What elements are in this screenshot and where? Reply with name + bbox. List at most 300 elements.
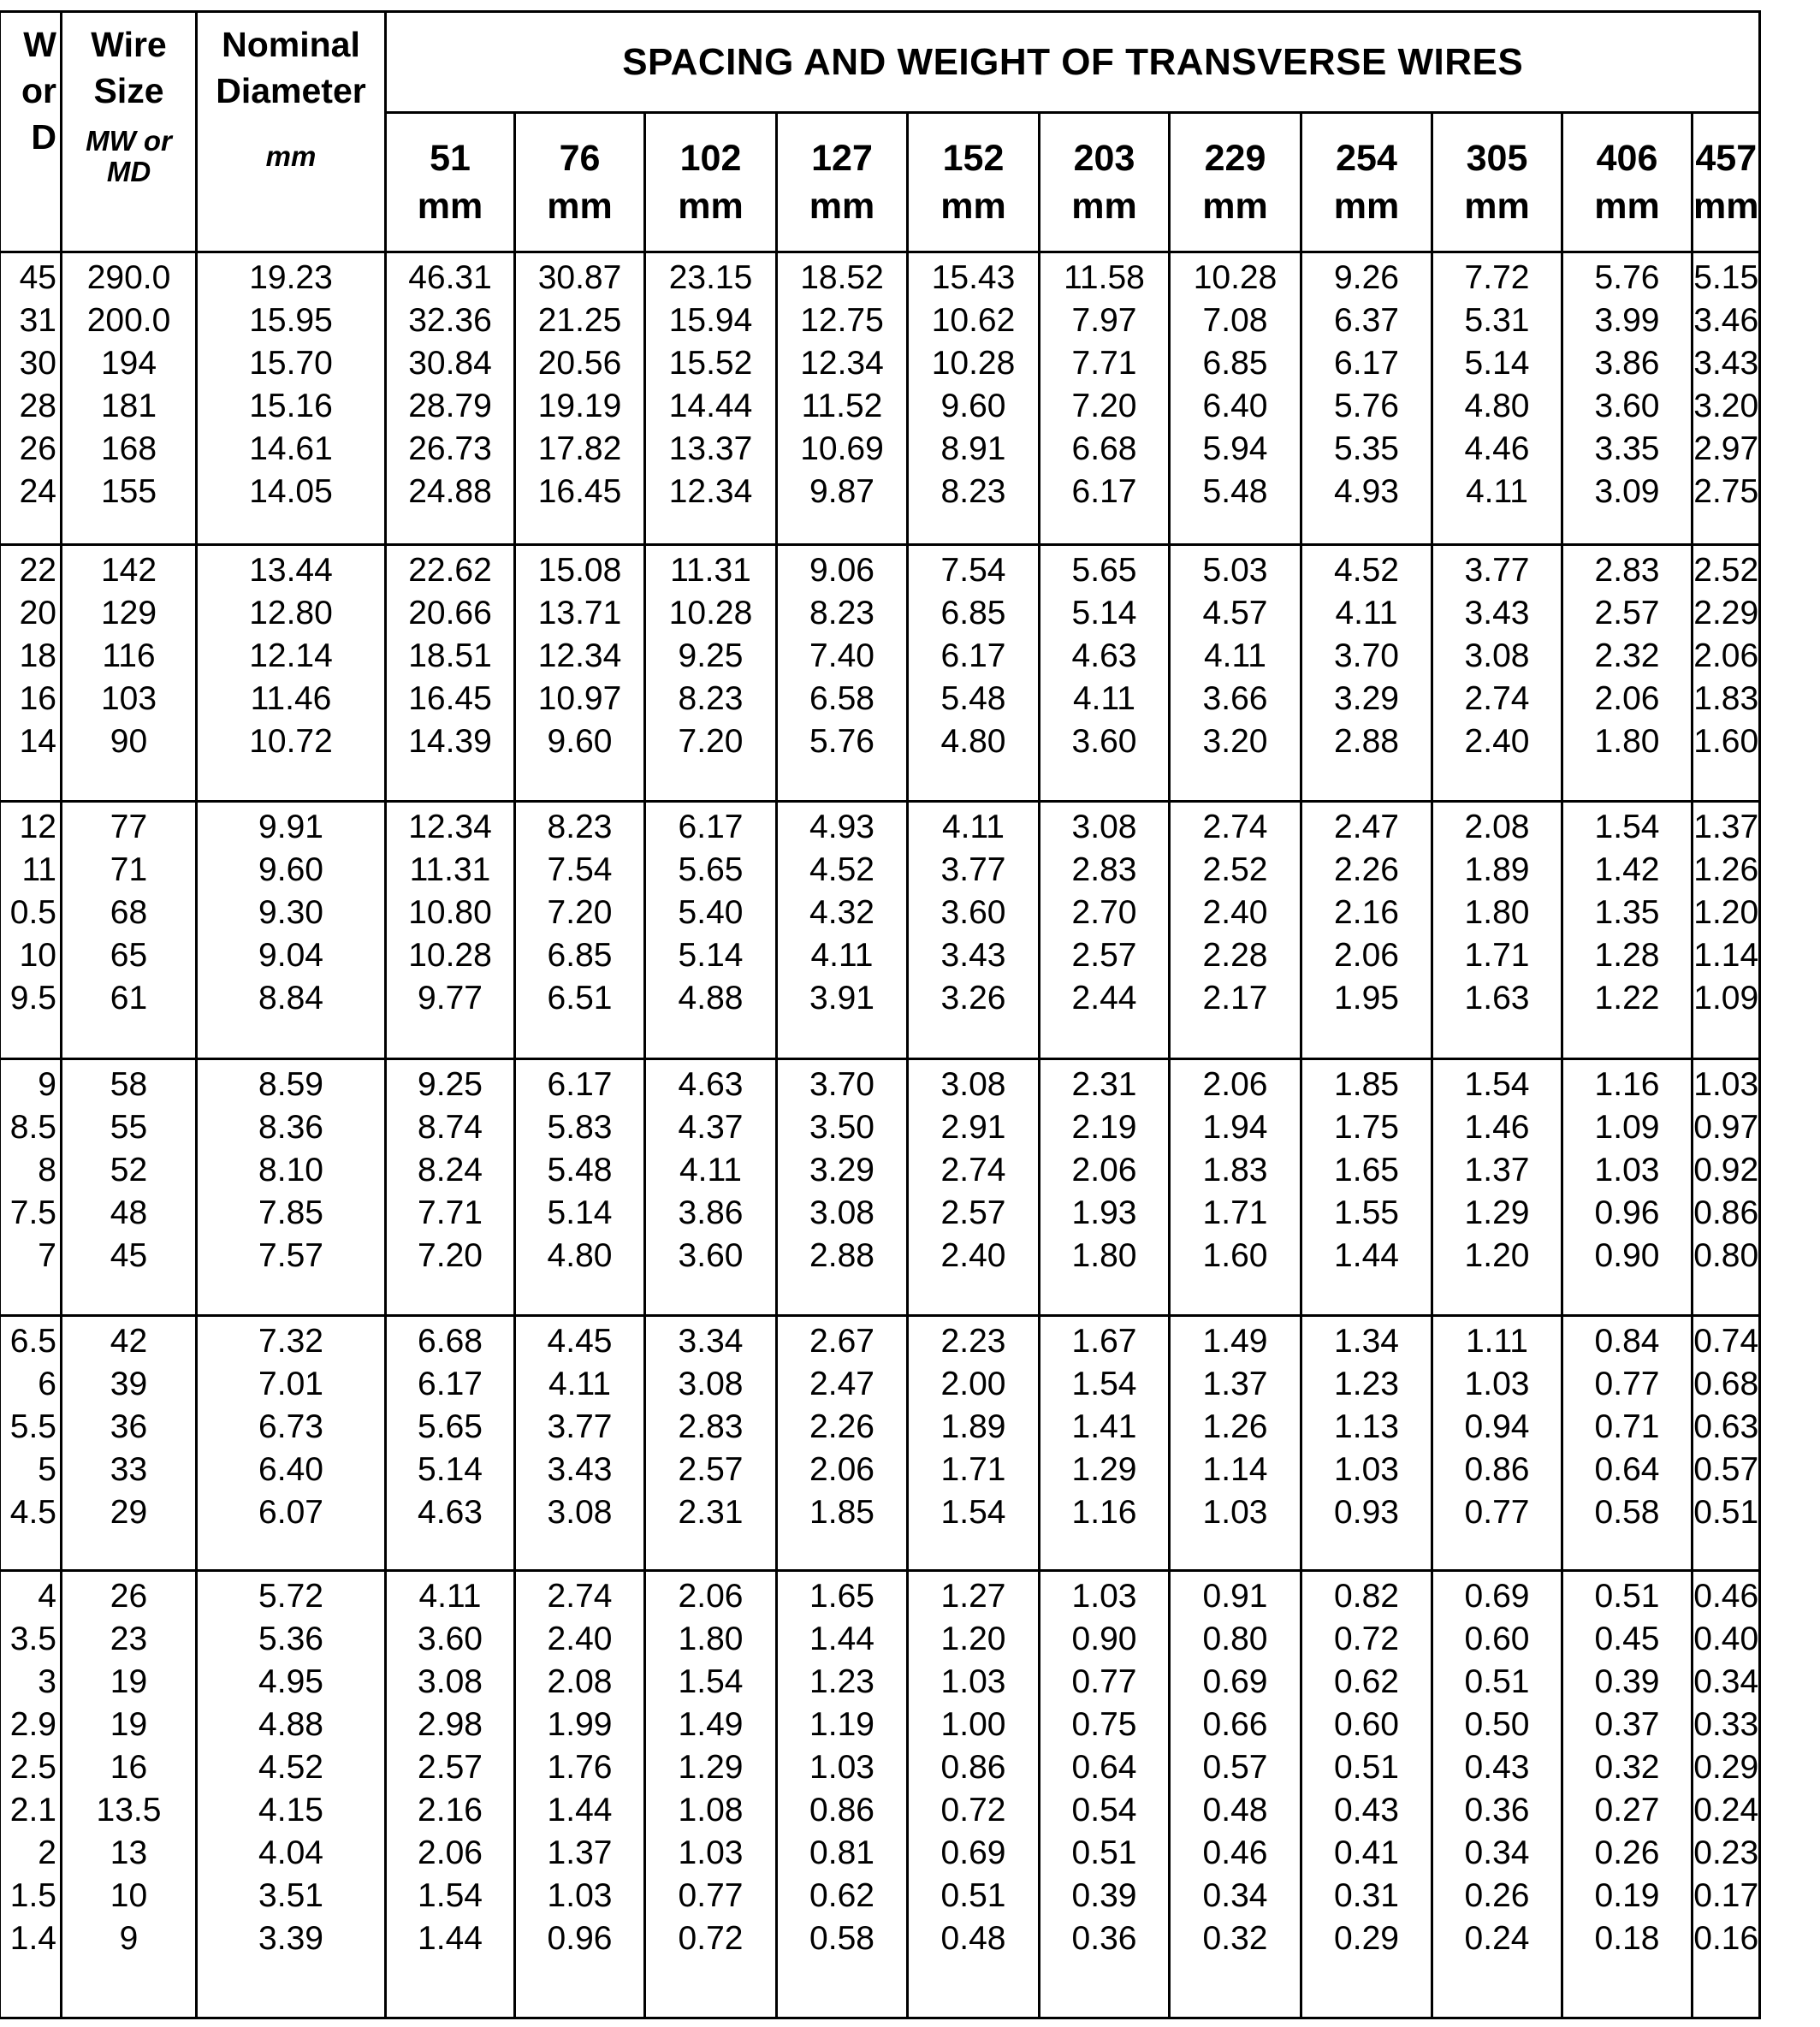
cell-value: 2 <box>38 1834 56 1871</box>
cell-value: 2.9 <box>9 1706 56 1743</box>
cell-value: 6.51 <box>547 980 613 1016</box>
spacing-cell-51mm <box>386 1059 515 1316</box>
col0-cell <box>0 1571 62 2018</box>
cell-value: 7.20 <box>1071 388 1137 424</box>
spacing-cell-152mm <box>908 1316 1040 1571</box>
cell-value: 5.14 <box>678 937 744 974</box>
cell-value: 1.03 <box>678 1834 744 1871</box>
cell-value: 20.56 <box>537 345 622 382</box>
cell-value: 2.1 <box>9 1792 56 1828</box>
spacing-cell-305mm <box>1432 1571 1562 2018</box>
cell-value: 9.60 <box>940 388 1006 424</box>
cell-value: 1.49 <box>1202 1323 1268 1360</box>
cell-value: 8.23 <box>940 473 1006 510</box>
cell-value: 2.06 <box>418 1834 483 1871</box>
cell-value: 2.32 <box>1594 637 1660 674</box>
cell-value: 129 <box>100 595 157 631</box>
cell-value: 10 <box>110 1877 148 1914</box>
spacing-cell-406mm <box>1562 545 1693 802</box>
cell-value: 1.5 <box>9 1877 56 1914</box>
cell-value: 9 <box>38 1066 56 1103</box>
spacing-unit: mm <box>1693 186 1759 228</box>
spacing-cell-76mm <box>515 1571 645 2018</box>
spacing-unit: mm <box>1071 186 1137 228</box>
cell-value: 4.63 <box>1071 637 1137 674</box>
cell-value: 24 <box>19 473 56 510</box>
cell-value: 0.69 <box>1202 1663 1268 1700</box>
cell-value: 0.58 <box>809 1920 874 1957</box>
cell-value: 1.03 <box>1202 1494 1268 1531</box>
cell-value: 29 <box>110 1494 148 1531</box>
cell-value: 0.43 <box>1334 1792 1399 1828</box>
cell-value: 6.17 <box>418 1366 483 1402</box>
cell-value: 15.70 <box>249 345 333 382</box>
cell-value: 0.77 <box>678 1877 744 1914</box>
cell-value: 19.19 <box>537 388 622 424</box>
header-spacing-229mm <box>1170 113 1301 252</box>
cell-value: 7.01 <box>258 1366 323 1402</box>
cell-value: 13.44 <box>249 552 333 589</box>
cell-value: 0.64 <box>1071 1749 1137 1786</box>
cell-value: 1.16 <box>1071 1494 1137 1531</box>
cell-value: 0.41 <box>1334 1834 1399 1871</box>
wire-size-cell <box>62 545 197 802</box>
cell-value: 1.22 <box>1594 980 1660 1016</box>
cell-value: 1.20 <box>1464 1237 1530 1274</box>
cell-value: 5.83 <box>547 1109 613 1146</box>
spacing-cell-406mm <box>1562 802 1693 1059</box>
cell-value: 5.65 <box>1071 552 1137 589</box>
spacing-cell-102mm <box>645 802 777 1059</box>
wire-size-cell <box>62 802 197 1059</box>
cell-value: 2.40 <box>1202 894 1268 931</box>
cell-value: 2.83 <box>1594 552 1660 589</box>
cell-value: 10 <box>19 937 56 974</box>
spacing-cell-102mm <box>645 1571 777 2018</box>
cell-value: 24.88 <box>408 473 492 510</box>
cell-value: 0.60 <box>1334 1706 1399 1743</box>
cell-value: 9.87 <box>809 473 874 510</box>
cell-value: 2.57 <box>678 1451 744 1488</box>
cell-value: 1.34 <box>1334 1323 1399 1360</box>
cell-value: 0.94 <box>1464 1408 1530 1445</box>
cell-value: 1.65 <box>809 1578 874 1615</box>
cell-value: 1.80 <box>678 1621 744 1657</box>
cell-value: 2.88 <box>1334 723 1399 760</box>
cell-value: 2.74 <box>547 1578 613 1615</box>
cell-value: 12.34 <box>668 473 753 510</box>
cell-value: 8.23 <box>809 595 874 631</box>
cell-value: 1.54 <box>1594 809 1660 845</box>
cell-value: 3.39 <box>258 1920 323 1957</box>
cell-value: 290.0 <box>86 259 171 296</box>
cell-value: 0.72 <box>940 1792 1006 1828</box>
cell-value: 3.09 <box>1594 473 1660 510</box>
row-group <box>0 545 1760 802</box>
cell-value: 48 <box>110 1194 148 1231</box>
cell-value: 2.26 <box>1334 851 1399 888</box>
header-spacing-51mm <box>386 113 515 252</box>
cell-value: 0.77 <box>1071 1663 1137 1700</box>
cell-value: 6.5 <box>9 1323 56 1360</box>
cell-value: 1.83 <box>1693 680 1759 717</box>
cell-value: 4.15 <box>258 1792 323 1828</box>
cell-value: 2.52 <box>1693 552 1759 589</box>
spacing-unit: mm <box>1594 186 1660 228</box>
cell-value: 2.47 <box>809 1366 874 1402</box>
cell-value: 200.0 <box>86 302 171 339</box>
spacing-cell-457mm <box>1693 1571 1760 2018</box>
cell-value: 2.40 <box>940 1237 1006 1274</box>
cell-value: 2.29 <box>1693 595 1759 631</box>
cell-value: 4.45 <box>547 1323 613 1360</box>
spacing-value: 127 <box>811 138 873 180</box>
cell-value: 1.4 <box>9 1920 56 1957</box>
header-spacing-152mm <box>908 113 1040 252</box>
cell-value: 1.54 <box>678 1663 744 1700</box>
cell-value: 28.79 <box>408 388 492 424</box>
cell-value: 22.62 <box>408 552 492 589</box>
row-group <box>0 252 1760 545</box>
cell-value: 6.85 <box>940 595 1006 631</box>
cell-value: 1.29 <box>1464 1194 1530 1231</box>
cell-value: 6.73 <box>258 1408 323 1445</box>
cell-value: 26 <box>19 430 56 467</box>
cell-value: 4.37 <box>678 1109 744 1146</box>
cell-value: 2.40 <box>1464 723 1530 760</box>
cell-value: 7.08 <box>1202 302 1268 339</box>
cell-value: 3.08 <box>418 1663 483 1700</box>
cell-value: 4.95 <box>258 1663 323 1700</box>
cell-value: 4.11 <box>941 809 1005 845</box>
cell-value: 3.43 <box>547 1451 613 1488</box>
spacing-value: 152 <box>942 138 1005 180</box>
spacing-cell-203mm <box>1040 545 1170 802</box>
header-wire-size-unit: MW or <box>86 125 172 157</box>
spacing-value: 76 <box>559 138 601 180</box>
diameter-cell <box>197 1059 386 1316</box>
cell-value: 1.19 <box>809 1706 874 1743</box>
cell-value: 1.41 <box>1071 1408 1137 1445</box>
cell-value: 9.26 <box>1334 259 1399 296</box>
cell-value: 0.5 <box>9 894 56 931</box>
cell-value: 1.54 <box>1071 1366 1137 1402</box>
spacing-cell-406mm <box>1562 252 1693 545</box>
header-spacing-406mm <box>1562 113 1693 252</box>
cell-value: 4.52 <box>1334 552 1399 589</box>
cell-value: 12.34 <box>537 637 622 674</box>
spacing-unit: mm <box>417 186 483 228</box>
cell-value: 1.65 <box>1334 1152 1399 1188</box>
spacing-cell-254mm <box>1301 802 1432 1059</box>
cell-value: 1.03 <box>1693 1066 1759 1103</box>
cell-value: 194 <box>100 345 157 382</box>
cell-value: 1.35 <box>1594 894 1660 931</box>
cell-value: 1.03 <box>547 1877 613 1914</box>
header-spacing-305mm <box>1432 113 1562 252</box>
cell-value: 3.77 <box>940 851 1006 888</box>
cell-value: 6.85 <box>1202 345 1268 382</box>
cell-value: 14.05 <box>249 473 333 510</box>
header-col0 <box>0 12 62 252</box>
cell-value: 9.04 <box>258 937 323 974</box>
cell-value: 1.37 <box>1693 809 1759 845</box>
cell-value: 1.94 <box>1202 1109 1268 1146</box>
cell-value: 5.48 <box>940 680 1006 717</box>
cell-value: 3.99 <box>1594 302 1660 339</box>
cell-value: 4.57 <box>1202 595 1268 631</box>
cell-value: 1.54 <box>418 1877 483 1914</box>
cell-value: 0.91 <box>1202 1578 1268 1615</box>
cell-value: 4.80 <box>547 1237 613 1274</box>
spacing-unit: mm <box>547 186 613 228</box>
cell-value: 0.92 <box>1693 1152 1759 1188</box>
diameter-cell <box>197 1571 386 2018</box>
header-nominal-diameter <box>197 12 386 252</box>
cell-value: 10.28 <box>408 937 492 974</box>
spacing-cell-51mm <box>386 1316 515 1571</box>
spacing-cell-152mm <box>908 1571 1040 2018</box>
cell-value: 0.72 <box>1334 1621 1399 1657</box>
cell-value: 0.46 <box>1693 1578 1759 1615</box>
spacing-cell-51mm <box>386 1571 515 2018</box>
header-diameter-unit: mm <box>265 140 317 172</box>
cell-value: 6.17 <box>1071 473 1137 510</box>
cell-value: 0.51 <box>1693 1494 1759 1531</box>
spacing-cell-457mm <box>1693 1316 1760 1571</box>
cell-value: 0.84 <box>1594 1323 1660 1360</box>
cell-value: 1.11 <box>1465 1323 1528 1360</box>
cell-value: 1.20 <box>1693 894 1759 931</box>
cell-value: 5.35 <box>1334 430 1399 467</box>
cell-value: 1.29 <box>1071 1451 1137 1488</box>
cell-value: 16 <box>19 680 56 717</box>
cell-value: 1.08 <box>678 1792 744 1828</box>
cell-value: 10.72 <box>249 723 333 760</box>
cell-value: 8.74 <box>418 1109 483 1146</box>
cell-value: 1.16 <box>1594 1066 1660 1103</box>
cell-value: 7.20 <box>678 723 744 760</box>
header-col0-line: or <box>21 71 56 110</box>
spacing-cell-152mm <box>908 545 1040 802</box>
cell-value: 12.14 <box>249 637 333 674</box>
row-group <box>0 1059 1760 1316</box>
cell-value: 4.11 <box>1465 473 1528 510</box>
spacing-value: 102 <box>679 138 742 180</box>
spacing-value: 229 <box>1204 138 1266 180</box>
cell-value: 8.24 <box>418 1152 483 1188</box>
cell-value: 0.29 <box>1693 1749 1759 1786</box>
cell-value: 1.44 <box>418 1920 483 1957</box>
spacing-cell-127mm <box>777 1571 908 2018</box>
cell-value: 155 <box>100 473 157 510</box>
spacing-cell-254mm <box>1301 1059 1432 1316</box>
cell-value: 32.36 <box>408 302 492 339</box>
cell-value: 23.15 <box>668 259 753 296</box>
header-spacing-title: SPACING AND WEIGHT OF TRANSVERSE WIRES <box>386 12 1760 113</box>
cell-value: 5 <box>38 1451 56 1488</box>
spacing-cell-254mm <box>1301 1571 1432 2018</box>
cell-value: 7.20 <box>547 894 613 931</box>
cell-value: 0.72 <box>678 1920 744 1957</box>
cell-value: 3.60 <box>1594 388 1660 424</box>
cell-value: 11.46 <box>250 680 332 717</box>
cell-value: 6.68 <box>1071 430 1137 467</box>
cell-value: 5.40 <box>678 894 744 931</box>
spacing-unit: mm <box>1333 186 1400 228</box>
cell-value: 0.26 <box>1464 1877 1530 1914</box>
wire-size-cell <box>62 1316 197 1571</box>
cell-value: 2.26 <box>809 1408 874 1445</box>
spacing-cell-51mm <box>386 802 515 1059</box>
cell-value: 4 <box>38 1578 56 1615</box>
cell-value: 3.08 <box>809 1194 874 1231</box>
cell-value: 0.40 <box>1693 1621 1759 1657</box>
cell-value: 181 <box>100 388 157 424</box>
cell-value: 3.26 <box>940 980 1006 1016</box>
cell-value: 6 <box>38 1366 56 1402</box>
cell-value: 3.08 <box>1071 809 1137 845</box>
cell-value: 15.94 <box>668 302 753 339</box>
cell-value: 0.51 <box>1071 1834 1137 1871</box>
cell-value: 2.57 <box>1594 595 1660 631</box>
cell-value: 0.24 <box>1693 1792 1759 1828</box>
header-wire-size-unit: MD <box>106 156 151 187</box>
cell-value: 0.33 <box>1693 1706 1759 1743</box>
spacing-cell-76mm <box>515 1316 645 1571</box>
cell-value: 2.06 <box>809 1451 874 1488</box>
spacing-cell-127mm <box>777 1316 908 1571</box>
spacing-cell-76mm <box>515 802 645 1059</box>
cell-value: 1.89 <box>940 1408 1006 1445</box>
cell-value: 9.91 <box>258 809 323 845</box>
cell-value: 0.62 <box>809 1877 874 1914</box>
cell-value: 0.64 <box>1594 1451 1660 1488</box>
cell-value: 9.25 <box>678 637 744 674</box>
spacing-unit: mm <box>678 186 744 228</box>
cell-value: 3.43 <box>940 937 1006 974</box>
cell-value: 6.68 <box>418 1323 483 1360</box>
cell-value: 2.00 <box>940 1366 1006 1402</box>
cell-value: 9.30 <box>258 894 323 931</box>
row-group <box>0 1316 1760 1571</box>
cell-value: 0.69 <box>1464 1578 1530 1615</box>
diameter-cell <box>197 1316 386 1571</box>
cell-value: 5.76 <box>1594 259 1660 296</box>
cell-value: 0.66 <box>1202 1706 1268 1743</box>
cell-value: 8 <box>38 1152 56 1188</box>
cell-value: 4.46 <box>1464 430 1530 467</box>
cell-value: 8.5 <box>9 1109 56 1146</box>
cell-value: 15.95 <box>249 302 333 339</box>
cell-value: 15.52 <box>668 345 753 382</box>
cell-value: 6.40 <box>1202 388 1268 424</box>
cell-value: 1.26 <box>1202 1408 1268 1445</box>
cell-value: 6.40 <box>258 1451 323 1488</box>
cell-value: 0.86 <box>809 1792 874 1828</box>
cell-value: 21.25 <box>537 302 622 339</box>
cell-value: 30.87 <box>537 259 622 296</box>
cell-value: 65 <box>110 937 148 974</box>
spacing-cell-254mm <box>1301 545 1432 802</box>
cell-value: 7 <box>38 1237 56 1274</box>
cell-value: 3.08 <box>1464 637 1530 674</box>
spacing-value: 406 <box>1596 138 1658 180</box>
spacing-value: 457 <box>1695 138 1758 180</box>
cell-value: 2.31 <box>1071 1066 1137 1103</box>
header-spacing-457mm <box>1693 113 1760 252</box>
cell-value: 1.63 <box>1464 980 1530 1016</box>
cell-value: 0.96 <box>1594 1194 1660 1231</box>
spacing-cell-254mm <box>1301 1316 1432 1571</box>
cell-value: 3.43 <box>1464 595 1530 631</box>
cell-value: 0.36 <box>1464 1792 1530 1828</box>
cell-value: 3.20 <box>1202 723 1268 760</box>
cell-value: 5.76 <box>1334 388 1399 424</box>
cell-value: 4.32 <box>809 894 874 931</box>
cell-value: 7.57 <box>258 1237 323 1274</box>
cell-value: 26.73 <box>408 430 492 467</box>
cell-value: 11.58 <box>1064 259 1145 296</box>
cell-value: 2.74 <box>1464 680 1530 717</box>
cell-value: 3.51 <box>258 1877 323 1914</box>
cell-value: 33 <box>110 1451 148 1488</box>
cell-value: 8.91 <box>940 430 1006 467</box>
cell-value: 0.43 <box>1464 1749 1530 1786</box>
cell-value: 2.19 <box>1071 1109 1137 1146</box>
cell-value: 0.90 <box>1594 1237 1660 1274</box>
cell-value: 0.45 <box>1594 1621 1660 1657</box>
cell-value: 1.95 <box>1334 980 1399 1016</box>
spacing-cell-102mm <box>645 1316 777 1571</box>
cell-value: 5.14 <box>1071 595 1137 631</box>
cell-value: 4.11 <box>679 1152 742 1188</box>
cell-value: 28 <box>19 388 56 424</box>
spacing-cell-203mm <box>1040 802 1170 1059</box>
cell-value: 0.71 <box>1594 1408 1660 1445</box>
wire-size-cell <box>62 1571 197 2018</box>
cell-value: 0.26 <box>1594 1834 1660 1871</box>
spacing-cell-305mm <box>1432 252 1562 545</box>
spacing-cell-203mm <box>1040 1316 1170 1571</box>
cell-value: 15.08 <box>537 552 622 589</box>
header-wire-size-title: Wire <box>91 25 167 64</box>
cell-value: 1.23 <box>1334 1366 1399 1402</box>
spacing-unit: mm <box>940 186 1006 228</box>
cell-value: 0.50 <box>1464 1706 1530 1743</box>
cell-value: 1.54 <box>1464 1066 1530 1103</box>
cell-value: 71 <box>110 851 148 888</box>
cell-value: 10.62 <box>931 302 1016 339</box>
spacing-cell-76mm <box>515 545 645 802</box>
cell-value: 0.68 <box>1693 1366 1759 1402</box>
cell-value: 1.03 <box>1464 1366 1530 1402</box>
cell-value: 1.03 <box>1594 1152 1660 1188</box>
cell-value: 15.43 <box>931 259 1016 296</box>
cell-value: 11.52 <box>801 388 883 424</box>
header-spacing-203mm <box>1040 113 1170 252</box>
col0-cell <box>0 802 62 1059</box>
cell-value: 12.80 <box>249 595 333 631</box>
cell-value: 7.40 <box>809 637 874 674</box>
cell-value: 2.57 <box>418 1749 483 1786</box>
cell-value: 8.59 <box>258 1066 323 1103</box>
cell-value: 2.17 <box>1202 980 1268 1016</box>
header-wire-size-title: Size <box>93 71 164 110</box>
cell-value: 1.03 <box>1334 1451 1399 1488</box>
cell-value: 2.52 <box>1202 851 1268 888</box>
cell-value: 3.08 <box>940 1066 1006 1103</box>
